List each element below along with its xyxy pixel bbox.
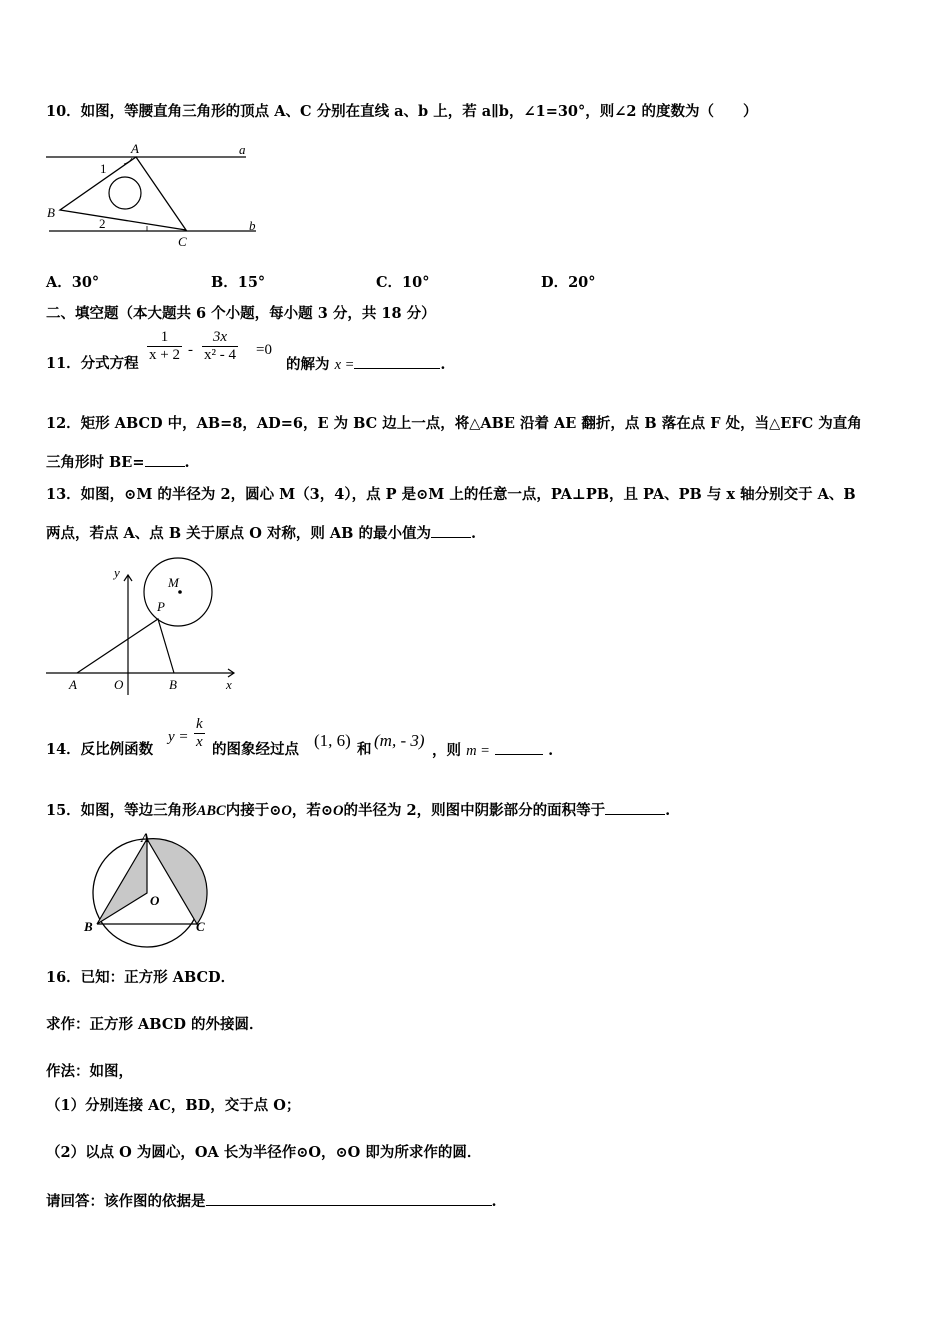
q14-then: ，则 bbox=[432, 742, 461, 759]
q15-abc: ABC bbox=[196, 803, 226, 819]
label-P: P bbox=[157, 599, 165, 614]
label-angle2: 2 bbox=[99, 216, 106, 231]
q13-figure bbox=[44, 555, 244, 700]
q11-frac1-den: x + 2 bbox=[149, 347, 180, 363]
q15-stem-c: ，若⊙ bbox=[291, 802, 333, 819]
q12-end: . bbox=[184, 454, 190, 471]
q15-stem-b: 内接于⊙ bbox=[225, 802, 282, 819]
q14-point2-text: (m, - 3) bbox=[374, 731, 425, 750]
q12-line2 bbox=[46, 452, 190, 473]
q12-line2-text: 三角形时 BE= bbox=[46, 454, 145, 471]
q14-mid: 的图象经过点 bbox=[212, 741, 299, 758]
q12-line1: 12．矩形 ABCD 中，AB=8，AD=6，E 为 BC 边上一点，将△ABE 沿着 AE 翻折，点 B 落在点 F 处，当△EFC 为直角 bbox=[46, 415, 862, 432]
q11-fraction-2 bbox=[202, 329, 238, 364]
label-O: O bbox=[150, 893, 160, 908]
label-y: y bbox=[114, 565, 120, 580]
q10-figure bbox=[44, 140, 274, 252]
q14-y: y = bbox=[168, 729, 189, 745]
q16-line6-text: 请回答：该作图的依据是 bbox=[46, 1193, 206, 1210]
label-O: O bbox=[114, 677, 124, 692]
q13-end: . bbox=[470, 525, 477, 542]
q16-end: . bbox=[491, 1193, 497, 1210]
label-B: B bbox=[169, 677, 177, 692]
q16-answer-blank[interactable] bbox=[206, 1191, 492, 1206]
q11-answer-blank[interactable] bbox=[354, 354, 440, 369]
q16-line1: 16．已知：正方形 ABCD． bbox=[46, 969, 236, 986]
q10-option-a: A．30° bbox=[46, 274, 100, 291]
q11-frac2-num bbox=[202, 329, 238, 346]
q14-point1: (1, 6) bbox=[314, 731, 351, 750]
q14-x: x bbox=[196, 734, 203, 750]
label-x: x bbox=[226, 677, 232, 692]
q10-option-c: C．10° bbox=[376, 274, 430, 291]
label-angle1: 1 bbox=[100, 161, 107, 176]
label-C: C bbox=[196, 919, 205, 934]
q14-point2 bbox=[374, 731, 425, 751]
label-C: C bbox=[178, 234, 187, 249]
q11-end: . bbox=[440, 356, 446, 373]
q15-end: . bbox=[665, 802, 671, 819]
q14-m: m = bbox=[466, 743, 490, 759]
q11-suffix-text: 的解为 bbox=[286, 356, 330, 373]
q11-suffix bbox=[286, 354, 445, 375]
q16-line3: 作法：如图， bbox=[46, 1063, 133, 1080]
label-a: a bbox=[239, 142, 246, 157]
q11-frac1-num: 1 bbox=[160, 329, 169, 345]
label-B: B bbox=[47, 205, 55, 220]
q15-o2: O bbox=[333, 803, 344, 819]
q11-var: x = bbox=[334, 357, 355, 373]
section-heading: 二、填空题（本大题共 6 个小题，每小题 3 分，共 18 分） bbox=[46, 305, 436, 322]
q10-stem: 10．如图，等腰直角三角形的顶点 A、C 分别在直线 a、b 上，若 a∥b，∠1=30°，则∠2 的度数为（ ） bbox=[46, 103, 758, 120]
q14-fraction bbox=[194, 716, 205, 751]
q15-stem bbox=[46, 800, 670, 821]
q14-prefix: 14．反比例函数 bbox=[46, 741, 154, 758]
q11-minus: - bbox=[188, 342, 193, 358]
q10-option-d: D．20° bbox=[541, 274, 596, 291]
q14-y-equals bbox=[168, 729, 189, 746]
q16-line4: （1）分别连接 AC，BD，交于点 O； bbox=[46, 1097, 301, 1114]
label-b: b bbox=[249, 218, 256, 233]
q13-line2 bbox=[46, 523, 476, 544]
q11-fraction-1 bbox=[147, 329, 182, 364]
label-B: B bbox=[84, 919, 93, 934]
q13-answer-blank[interactable] bbox=[431, 523, 471, 538]
q15-answer-blank[interactable] bbox=[605, 800, 665, 815]
q13-line2-text: 两点，若点 A、点 B 关于原点 O 对称，则 AB 的最小值为 bbox=[46, 525, 431, 542]
q11-prefix: 11．分式方程 bbox=[46, 355, 139, 372]
q15-stem-a: 15．如图，等边三角形 bbox=[46, 802, 197, 819]
q14-and: 和 bbox=[357, 741, 372, 758]
q11-equals-zero: =0 bbox=[256, 342, 272, 358]
q14-suffix bbox=[432, 740, 553, 761]
q11-frac2-den: x² - 4 bbox=[204, 347, 236, 363]
label-A: A bbox=[141, 830, 150, 845]
q14-end: . bbox=[548, 742, 554, 759]
q15-o1: O bbox=[281, 803, 292, 819]
q10-option-b: B．15° bbox=[211, 274, 266, 291]
q12-answer-blank[interactable] bbox=[145, 452, 185, 467]
q14-k: k bbox=[196, 716, 203, 732]
q11-frac2-num-text: 3x bbox=[212, 329, 228, 345]
q15-figure bbox=[84, 830, 214, 945]
q16-line6 bbox=[46, 1191, 497, 1212]
label-M: M bbox=[168, 575, 179, 590]
label-A: A bbox=[131, 141, 139, 156]
label-A: A bbox=[69, 677, 77, 692]
q15-stem-d: 的半径为 2，则图中阴影部分的面积等于 bbox=[343, 802, 606, 819]
q14-answer-blank[interactable] bbox=[495, 740, 543, 755]
q16-line2: 求作：正方形 ABCD 的外接圆． bbox=[46, 1016, 264, 1033]
q13-line1: 13．如图，⊙M 的半径为 2，圆心 M（3，4），点 P 是⊙M 上的任意一点，PA⊥PB，且 PA、PB 与 x 轴分别交于 A、B bbox=[46, 486, 856, 503]
q16-line5: （2）以点 O 为圆心，OA 长为半径作⊙O，⊙O 即为所求作的圆． bbox=[46, 1144, 482, 1161]
